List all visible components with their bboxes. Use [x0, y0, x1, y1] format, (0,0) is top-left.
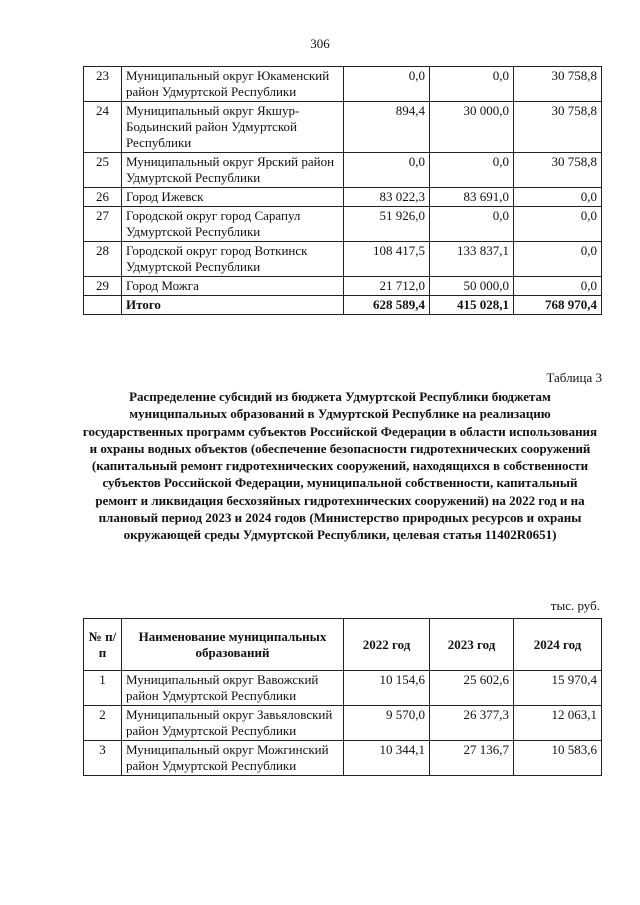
top-table-body: [84, 67, 602, 315]
value-2023: 83 691,0: [430, 188, 514, 207]
municipality-name: Город Можга: [122, 277, 344, 296]
table-row: [84, 277, 602, 296]
value-2024: 0,0: [514, 242, 602, 277]
value-2024: 15 970,4: [514, 671, 602, 706]
table-row: [84, 153, 602, 188]
value-2022: 10 344,1: [344, 741, 430, 776]
value-2022: 51 926,0: [344, 207, 430, 242]
value-2024: 30 758,8: [514, 153, 602, 188]
header-row: [84, 619, 602, 671]
municipality-name: Город Ижевск: [122, 188, 344, 207]
table-row: [84, 706, 602, 741]
allocation-table-continued: [83, 66, 602, 315]
value-2024: 0,0: [514, 277, 602, 296]
municipality-name: Муниципальный округ Завьяловский район Удмуртской Республики: [122, 706, 344, 741]
municipality-name: Муниципальный округ Можгинский район Удмуртской Республики: [122, 741, 344, 776]
value-2022: 894,4: [344, 102, 430, 153]
table-row: [84, 188, 602, 207]
row-number: 25: [84, 153, 122, 188]
row-number: 26: [84, 188, 122, 207]
header-number: № п/п: [84, 619, 122, 671]
table-title: Распределение субсидий из бюджета Удмуртской Республики бюджетам муниципальных образований в Удмуртской Республике на реализацию государственных программ субъектов Российской Федерации в области использования и охраны водных объектов (обеспечение безопасности гидротехнических сооружений (капитальный ремонт гидротехнических сооружений, находящихся в собственности субъектов Российской Федерации, муниципальной собственности, капитальный ремонт и ликвидация бесхозяйных гидротехнических сооружений) на 2022 год и на плановый период 2023 и 2024 годов (Министерство природных ресурсов и охраны окружающей среды Удмуртской Республики, целевая статья 11402R0651): [82, 389, 598, 543]
table-label: Таблица 3: [546, 370, 602, 385]
value-2023: 30 000,0: [430, 102, 514, 153]
value-2022: 0,0: [344, 153, 430, 188]
table-row: [84, 67, 602, 102]
total-row: [84, 296, 602, 315]
value-2023: 0,0: [430, 153, 514, 188]
value-2022: 9 570,0: [344, 706, 430, 741]
value-2022: 21 712,0: [344, 277, 430, 296]
header-2024: 2024 год: [514, 619, 602, 671]
value-2023: 0,0: [430, 67, 514, 102]
value-2024: 30 758,8: [514, 67, 602, 102]
value-2024: 12 063,1: [514, 706, 602, 741]
table-row: [84, 671, 602, 706]
total-number-cell: [84, 296, 122, 315]
value-2024: 0,0: [514, 188, 602, 207]
page-number: 306: [310, 36, 330, 51]
row-number: 28: [84, 242, 122, 277]
header-2022: 2022 год: [344, 619, 430, 671]
header-2023: 2023 год: [430, 619, 514, 671]
row-number: 27: [84, 207, 122, 242]
value-2023: 27 136,7: [430, 741, 514, 776]
value-2023: 26 377,3: [430, 706, 514, 741]
unit-label: тыс. руб.: [550, 598, 600, 613]
value-2024: 0,0: [514, 207, 602, 242]
row-number: 2: [84, 706, 122, 741]
table-row: [84, 102, 602, 153]
total-2024: 768 970,4: [514, 296, 602, 315]
value-2023: 50 000,0: [430, 277, 514, 296]
table-row: [84, 242, 602, 277]
table-row: [84, 207, 602, 242]
municipality-name: Городской округ город Воткинск Удмуртской Республики: [122, 242, 344, 277]
value-2022: 10 154,6: [344, 671, 430, 706]
value-2022: 0,0: [344, 67, 430, 102]
value-2023: 0,0: [430, 207, 514, 242]
header-name: Наименование муниципальных образований: [122, 619, 344, 671]
value-2023: 25 602,6: [430, 671, 514, 706]
row-number: 29: [84, 277, 122, 296]
total-label: Итого: [122, 296, 344, 315]
municipality-name: Муниципальный округ Вавожский район Удмуртской Республики: [122, 671, 344, 706]
table-row: [84, 741, 602, 776]
row-number: 23: [84, 67, 122, 102]
municipality-name: Муниципальный округ Ярский район Удмуртской Республики: [122, 153, 344, 188]
row-number: 1: [84, 671, 122, 706]
value-2024: 30 758,8: [514, 102, 602, 153]
municipality-name: Муниципальный округ Якшур-Бодьинский район Удмуртской Республики: [122, 102, 344, 153]
value-2022: 83 022,3: [344, 188, 430, 207]
value-2024: 10 583,6: [514, 741, 602, 776]
total-2023: 415 028,1: [430, 296, 514, 315]
municipality-name: Муниципальный округ Юкаменский район Удмуртской Республики: [122, 67, 344, 102]
row-number: 24: [84, 102, 122, 153]
value-2023: 133 837,1: [430, 242, 514, 277]
bottom-table-body: [84, 671, 602, 776]
allocation-table-3: [83, 618, 602, 776]
total-2022: 628 589,4: [344, 296, 430, 315]
row-number: 3: [84, 741, 122, 776]
municipality-name: Городской округ город Сарапул Удмуртской Республики: [122, 207, 344, 242]
value-2022: 108 417,5: [344, 242, 430, 277]
